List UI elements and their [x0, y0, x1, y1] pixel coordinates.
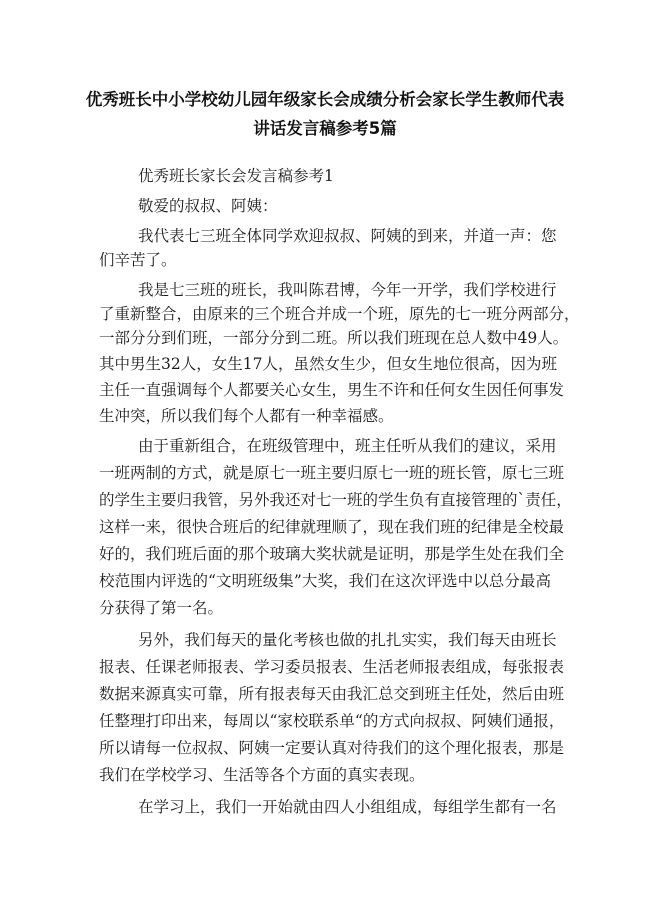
paragraph-line: 在学习上，我们一开始就由四人小组组成，每组学生都有一名	[138, 798, 557, 816]
paragraph-line: 的学生主要归我管，另外我还对七一班的学生负有直接管理的`责任，	[99, 491, 572, 509]
paragraph-line: 主任一直强调每个人都要关心女生，男生不许和任何女生因任何事发	[99, 381, 565, 399]
paragraph-line: 一部分分到们班，一部分分到二班。所以我们班现在总人数中49人。	[99, 329, 569, 347]
document-title-line-2: 讲话发言稿参考5篇	[253, 119, 397, 138]
paragraph-line: 我是七三班的班长，我叫陈君博，今年一开学，我们学校进行	[138, 281, 557, 299]
paragraph-line: 我们在学校学习、生活等各个方面的真实表现。	[99, 766, 425, 784]
paragraph-line: 们辛苦了。	[99, 251, 177, 269]
paragraph-line: 由于重新组合，在班级管理中，班主任听从我们的建议，采用	[138, 437, 557, 455]
paragraph-line: 这样一来，很快合班后的纪律就理顺了，现在我们班的纪律是全校最	[99, 518, 565, 536]
paragraph-line: 一班两制的方式，就是原七一班主要归原七一班的班长管，原七三班	[99, 464, 565, 482]
paragraph-line: 其中男生32人，女生17人，虽然女生少，但女生地位很高，因为班	[99, 355, 557, 373]
paragraph-line: 报表、任课老师报表、学习委员报表、生活老师报表组成，每张报表	[99, 658, 565, 676]
salutation: 敬爱的叔叔、阿姨：	[138, 197, 278, 215]
paragraph-line: 任整理打印出来，每周以“家校联系单“的方式向叔叔、阿姨们通报，	[99, 712, 565, 730]
paragraph-line: 分获得了第一名。	[99, 599, 224, 617]
paragraph-line: 校范围内评选的“文明班级集”大奖，我们在这次评选中以总分最高	[99, 572, 551, 590]
paragraph-line: 好的，我们班后面的那个玻璃大奖状就是证明，那是学生处在我们全	[99, 545, 565, 563]
paragraph-line: 所以请每一位叔叔、阿姨一定要认真对待我们的这个理化报表，那是	[99, 739, 565, 757]
paragraph-line: 另外，我们每天的量化考核也做的扎扎实实，我们每天由班长	[138, 631, 557, 649]
document-title-line-1: 优秀班长中小学校幼儿园年级家长会成绩分析会家长学生教师代表	[85, 90, 565, 109]
section-subtitle: 优秀班长家长会发言稿参考1	[138, 167, 334, 185]
paragraph-line: 我代表七三班全体同学欢迎叔叔、阿姨的到来，并道一声：您	[138, 227, 557, 245]
paragraph-line: 数据来源真实可靠，所有报表每天由我汇总交到班主任处，然后由班	[99, 685, 565, 703]
paragraph-line: 了重新整合，由原来的三个班合并成一个班，原先的七一班分两部分，	[99, 305, 580, 323]
paragraph-line: 生冲突，所以我们每个人都有一种幸福感。	[99, 407, 394, 425]
